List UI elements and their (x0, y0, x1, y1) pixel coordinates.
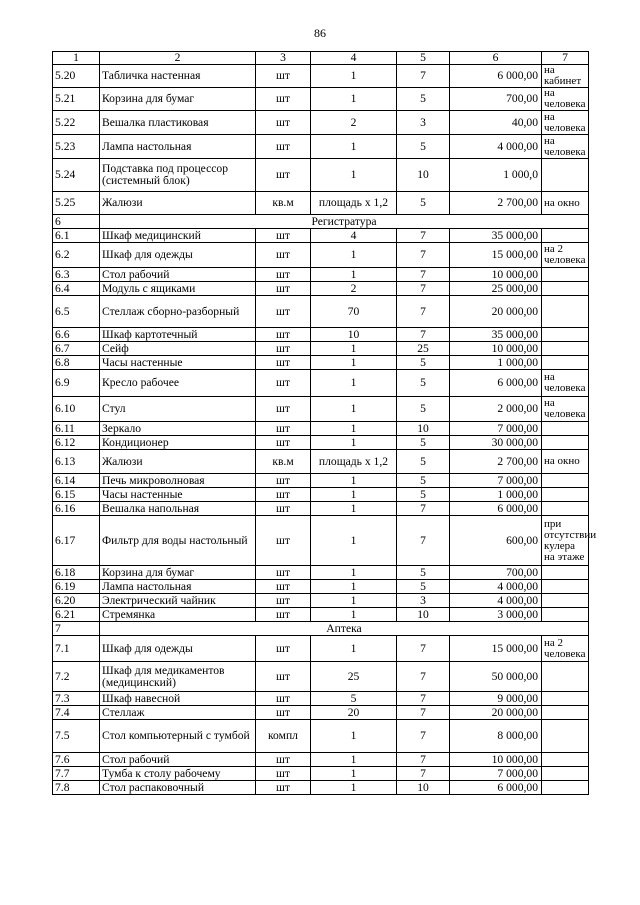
item-unit: шт (256, 474, 311, 488)
table-row (53, 328, 589, 342)
item-number: 6.8 (53, 356, 100, 370)
item-price: 15 000,00 (450, 243, 542, 268)
item-service-years: 10 (397, 608, 450, 622)
table-row (53, 636, 589, 662)
item-quantity: 25 (311, 662, 397, 692)
item-quantity: 1 (311, 342, 397, 356)
item-quantity: 1 (311, 397, 397, 422)
item-number: 6.7 (53, 342, 100, 356)
table-row (53, 566, 589, 580)
item-service-years: 7 (397, 502, 450, 516)
header-cell: 4 (311, 52, 397, 65)
item-unit: шт (256, 243, 311, 268)
table-row (53, 662, 589, 692)
table-row (53, 516, 589, 566)
table-row (53, 65, 589, 88)
item-name: Стремянка (100, 608, 256, 622)
item-quantity: 1 (311, 159, 397, 192)
item-price: 40,00 (450, 111, 542, 135)
section-title: Регистратура (100, 215, 589, 229)
item-number: 5.21 (53, 88, 100, 111)
item-note (542, 706, 589, 720)
item-quantity: 5 (311, 692, 397, 706)
item-service-years: 7 (397, 720, 450, 753)
item-name: Часы настенные (100, 488, 256, 502)
item-number: 6.9 (53, 370, 100, 397)
table-row (53, 342, 589, 356)
item-price: 4 000,00 (450, 135, 542, 159)
item-note (542, 502, 589, 516)
item-name: Шкаф для одежды (100, 636, 256, 662)
table-row (53, 450, 589, 474)
item-name: Вешалка напольная (100, 502, 256, 516)
table-row (53, 580, 589, 594)
table-row (53, 608, 589, 622)
item-number: 6.10 (53, 397, 100, 422)
item-price: 6 000,00 (450, 502, 542, 516)
item-unit: компл (256, 720, 311, 753)
item-unit: шт (256, 706, 311, 720)
item-name: Табличка настенная (100, 65, 256, 88)
item-name: Кресло рабочее (100, 370, 256, 397)
item-quantity: 1 (311, 767, 397, 781)
item-note (542, 608, 589, 622)
item-note (542, 566, 589, 580)
item-service-years: 5 (397, 450, 450, 474)
item-price: 10 000,00 (450, 268, 542, 282)
section-title: Аптека (100, 622, 589, 636)
item-number: 6.13 (53, 450, 100, 474)
item-price: 8 000,00 (450, 720, 542, 753)
item-name: Шкаф для одежды (100, 243, 256, 268)
item-name: Электрический чайник (100, 594, 256, 608)
item-service-years: 5 (397, 488, 450, 502)
table-row (53, 594, 589, 608)
table-row (53, 356, 589, 370)
item-service-years: 7 (397, 662, 450, 692)
item-note: на кабинет (542, 65, 589, 88)
item-number: 6.15 (53, 488, 100, 502)
item-name: Корзина для бумаг (100, 566, 256, 580)
item-quantity: 1 (311, 422, 397, 436)
item-service-years: 7 (397, 636, 450, 662)
item-service-years: 5 (397, 566, 450, 580)
item-price: 35 000,00 (450, 328, 542, 342)
item-price: 7 000,00 (450, 422, 542, 436)
table-row (53, 753, 589, 767)
item-name: Тумба к столу рабочему (100, 767, 256, 781)
item-number: 7.6 (53, 753, 100, 767)
item-name: Стул (100, 397, 256, 422)
item-number: 6.2 (53, 243, 100, 268)
item-price: 1 000,0 (450, 159, 542, 192)
item-name: Стол рабочий (100, 268, 256, 282)
item-price: 2 700,00 (450, 192, 542, 215)
item-quantity: 1 (311, 243, 397, 268)
item-unit: шт (256, 608, 311, 622)
item-note: на 2 человека (542, 243, 589, 268)
item-note (542, 159, 589, 192)
item-name: Зеркало (100, 422, 256, 436)
item-service-years: 5 (397, 192, 450, 215)
item-unit: шт (256, 111, 311, 135)
header-row (53, 52, 589, 65)
item-note (542, 488, 589, 502)
header-cell: 5 (397, 52, 450, 65)
item-unit: шт (256, 502, 311, 516)
item-price: 1 000,00 (450, 488, 542, 502)
table-row (53, 488, 589, 502)
item-unit: шт (256, 566, 311, 580)
item-note: на 2 человека (542, 636, 589, 662)
item-number: 6.4 (53, 282, 100, 296)
item-unit: шт (256, 636, 311, 662)
item-unit: шт (256, 580, 311, 594)
item-unit: шт (256, 342, 311, 356)
item-quantity: 1 (311, 65, 397, 88)
item-number: 6.21 (53, 608, 100, 622)
item-quantity: 70 (311, 296, 397, 328)
item-name: Модуль с ящиками (100, 282, 256, 296)
item-unit: шт (256, 328, 311, 342)
table-row (53, 692, 589, 706)
item-note: на человека (542, 88, 589, 111)
item-number: 5.22 (53, 111, 100, 135)
item-price: 1 000,00 (450, 356, 542, 370)
item-price: 10 000,00 (450, 753, 542, 767)
item-name: Шкаф навесной (100, 692, 256, 706)
item-service-years: 5 (397, 356, 450, 370)
item-unit: шт (256, 65, 311, 88)
item-quantity: 1 (311, 720, 397, 753)
item-name: Лампа настольная (100, 135, 256, 159)
table-row (53, 159, 589, 192)
item-number: 5.25 (53, 192, 100, 215)
item-note (542, 296, 589, 328)
item-quantity: 1 (311, 516, 397, 566)
item-price: 25 000,00 (450, 282, 542, 296)
table-row (53, 268, 589, 282)
item-price: 30 000,00 (450, 436, 542, 450)
item-service-years: 10 (397, 159, 450, 192)
item-unit: шт (256, 594, 311, 608)
item-note (542, 422, 589, 436)
item-number: 6.11 (53, 422, 100, 436)
item-unit: шт (256, 88, 311, 111)
table-row (53, 422, 589, 436)
item-service-years: 3 (397, 594, 450, 608)
item-quantity: 1 (311, 88, 397, 111)
item-quantity: 2 (311, 282, 397, 296)
item-unit: шт (256, 436, 311, 450)
section-row (53, 215, 589, 229)
item-number: 6.19 (53, 580, 100, 594)
item-number: 5.20 (53, 65, 100, 88)
item-note (542, 767, 589, 781)
table-row (53, 474, 589, 488)
item-name: Сейф (100, 342, 256, 356)
section-row (53, 622, 589, 636)
item-service-years: 5 (397, 580, 450, 594)
item-service-years: 7 (397, 328, 450, 342)
item-note (542, 229, 589, 243)
item-unit: шт (256, 662, 311, 692)
item-note: на человека (542, 370, 589, 397)
item-number: 7.3 (53, 692, 100, 706)
header-cell: 3 (256, 52, 311, 65)
item-price: 6 000,00 (450, 370, 542, 397)
item-unit: шт (256, 422, 311, 436)
item-note: на окно (542, 192, 589, 215)
item-quantity: 20 (311, 706, 397, 720)
item-price: 2 000,00 (450, 397, 542, 422)
item-name: Жалюзи (100, 450, 256, 474)
item-name: Фильтр для воды настольный (100, 516, 256, 566)
item-price: 20 000,00 (450, 296, 542, 328)
item-unit: шт (256, 516, 311, 566)
table-row (53, 88, 589, 111)
item-number: 5.24 (53, 159, 100, 192)
item-note: при отсутствии кулера на этаже (542, 516, 589, 566)
item-unit: шт (256, 268, 311, 282)
item-price: 700,00 (450, 566, 542, 580)
header-cell: 1 (53, 52, 100, 65)
item-service-years: 7 (397, 767, 450, 781)
item-service-years: 7 (397, 706, 450, 720)
item-quantity: 1 (311, 356, 397, 370)
item-quantity: 1 (311, 580, 397, 594)
item-price: 10 000,00 (450, 342, 542, 356)
item-price: 35 000,00 (450, 229, 542, 243)
item-quantity: 1 (311, 488, 397, 502)
item-price: 15 000,00 (450, 636, 542, 662)
item-service-years: 10 (397, 781, 450, 795)
item-name: Вешалка пластиковая (100, 111, 256, 135)
item-quantity: 1 (311, 608, 397, 622)
item-quantity: 1 (311, 268, 397, 282)
item-number: 7.7 (53, 767, 100, 781)
item-number: 6.3 (53, 268, 100, 282)
item-quantity: 1 (311, 753, 397, 767)
item-service-years: 7 (397, 268, 450, 282)
item-quantity: 2 (311, 111, 397, 135)
item-service-years: 3 (397, 111, 450, 135)
header-cell: 7 (542, 52, 589, 65)
item-name: Шкаф медицинский (100, 229, 256, 243)
item-quantity: 1 (311, 594, 397, 608)
item-number: 6.1 (53, 229, 100, 243)
item-note (542, 268, 589, 282)
table-row (53, 296, 589, 328)
header-cell: 6 (450, 52, 542, 65)
item-quantity: 1 (311, 474, 397, 488)
item-name: Стол компьютерный с тумбой (100, 720, 256, 753)
item-quantity: 4 (311, 229, 397, 243)
item-note: на человека (542, 397, 589, 422)
item-service-years: 7 (397, 243, 450, 268)
item-service-years: 7 (397, 296, 450, 328)
item-note (542, 356, 589, 370)
item-number: 6.17 (53, 516, 100, 566)
table-row (53, 229, 589, 243)
item-name: Кондиционер (100, 436, 256, 450)
item-price: 9 000,00 (450, 692, 542, 706)
item-price: 7 000,00 (450, 767, 542, 781)
item-service-years: 7 (397, 692, 450, 706)
table-row (53, 706, 589, 720)
table-row (53, 781, 589, 795)
table-row (53, 436, 589, 450)
item-number: 5.23 (53, 135, 100, 159)
item-number: 6.16 (53, 502, 100, 516)
item-quantity: 1 (311, 566, 397, 580)
item-service-years: 5 (397, 474, 450, 488)
item-price: 7 000,00 (450, 474, 542, 488)
item-name: Печь микроволновая (100, 474, 256, 488)
item-service-years: 7 (397, 282, 450, 296)
item-quantity: 1 (311, 636, 397, 662)
item-unit: кв.м (256, 450, 311, 474)
item-note (542, 342, 589, 356)
item-quantity: 10 (311, 328, 397, 342)
table-row (53, 192, 589, 215)
section-number: 7 (53, 622, 100, 636)
item-note: на окно (542, 450, 589, 474)
table-row (53, 720, 589, 753)
item-name: Стол распаковочный (100, 781, 256, 795)
item-number: 6.20 (53, 594, 100, 608)
item-note (542, 753, 589, 767)
item-unit: шт (256, 296, 311, 328)
item-unit: шт (256, 488, 311, 502)
item-number: 7.1 (53, 636, 100, 662)
item-service-years: 7 (397, 753, 450, 767)
item-unit: шт (256, 282, 311, 296)
item-name: Лампа настольная (100, 580, 256, 594)
item-quantity: 1 (311, 781, 397, 795)
item-name: Шкаф для медикаментов (медицинский) (100, 662, 256, 692)
item-number: 6.5 (53, 296, 100, 328)
item-note (542, 662, 589, 692)
item-unit: шт (256, 781, 311, 795)
item-quantity: 1 (311, 436, 397, 450)
item-number: 6.18 (53, 566, 100, 580)
item-price: 700,00 (450, 88, 542, 111)
item-number: 7.2 (53, 662, 100, 692)
item-service-years: 25 (397, 342, 450, 356)
item-price: 6 000,00 (450, 65, 542, 88)
item-note (542, 474, 589, 488)
table-row (53, 397, 589, 422)
item-unit: шт (256, 767, 311, 781)
item-quantity: площадь х 1,2 (311, 450, 397, 474)
item-service-years: 10 (397, 422, 450, 436)
item-name: Корзина для бумаг (100, 88, 256, 111)
table-row (53, 111, 589, 135)
item-quantity: 1 (311, 370, 397, 397)
item-note (542, 594, 589, 608)
item-price: 4 000,00 (450, 594, 542, 608)
item-unit: шт (256, 135, 311, 159)
item-unit: шт (256, 229, 311, 243)
item-unit: шт (256, 753, 311, 767)
item-price: 50 000,00 (450, 662, 542, 692)
item-name: Стеллаж (100, 706, 256, 720)
item-note (542, 282, 589, 296)
item-quantity: площадь х 1,2 (311, 192, 397, 215)
item-service-years: 7 (397, 229, 450, 243)
item-note (542, 436, 589, 450)
item-note (542, 692, 589, 706)
page-number: 86 (314, 26, 326, 40)
item-number: 6.6 (53, 328, 100, 342)
item-number: 7.5 (53, 720, 100, 753)
item-name: Стол рабочий (100, 753, 256, 767)
item-note (542, 720, 589, 753)
item-price: 3 000,00 (450, 608, 542, 622)
table-row (53, 135, 589, 159)
item-name: Шкаф картотечный (100, 328, 256, 342)
item-quantity: 1 (311, 135, 397, 159)
header-cell: 2 (100, 52, 256, 65)
item-name: Жалюзи (100, 192, 256, 215)
item-unit: шт (256, 370, 311, 397)
item-name: Стеллаж сборно-разборный (100, 296, 256, 328)
item-unit: шт (256, 692, 311, 706)
item-unit: кв.м (256, 192, 311, 215)
item-note (542, 781, 589, 795)
item-note (542, 580, 589, 594)
item-price: 600,00 (450, 516, 542, 566)
item-name: Подставка под процессор (системный блок) (100, 159, 256, 192)
item-number: 6.12 (53, 436, 100, 450)
item-service-years: 5 (397, 397, 450, 422)
item-number: 7.8 (53, 781, 100, 795)
item-service-years: 5 (397, 135, 450, 159)
item-note (542, 328, 589, 342)
item-number: 6.14 (53, 474, 100, 488)
item-service-years: 5 (397, 436, 450, 450)
item-service-years: 7 (397, 516, 450, 566)
item-service-years: 7 (397, 65, 450, 88)
item-unit: шт (256, 356, 311, 370)
item-price: 2 700,00 (450, 450, 542, 474)
item-quantity: 1 (311, 502, 397, 516)
item-number: 7.4 (53, 706, 100, 720)
table-row (53, 282, 589, 296)
item-price: 6 000,00 (450, 781, 542, 795)
item-service-years: 5 (397, 88, 450, 111)
item-note: на человека (542, 111, 589, 135)
table-row (53, 370, 589, 397)
section-number: 6 (53, 215, 100, 229)
item-note: на человека (542, 135, 589, 159)
item-price: 4 000,00 (450, 580, 542, 594)
table-row (53, 767, 589, 781)
item-unit: шт (256, 159, 311, 192)
item-unit: шт (256, 397, 311, 422)
item-service-years: 5 (397, 370, 450, 397)
item-name: Часы настенные (100, 356, 256, 370)
item-price: 20 000,00 (450, 706, 542, 720)
table-row (53, 502, 589, 516)
equipment-table (52, 51, 597, 795)
table-row (53, 243, 589, 268)
